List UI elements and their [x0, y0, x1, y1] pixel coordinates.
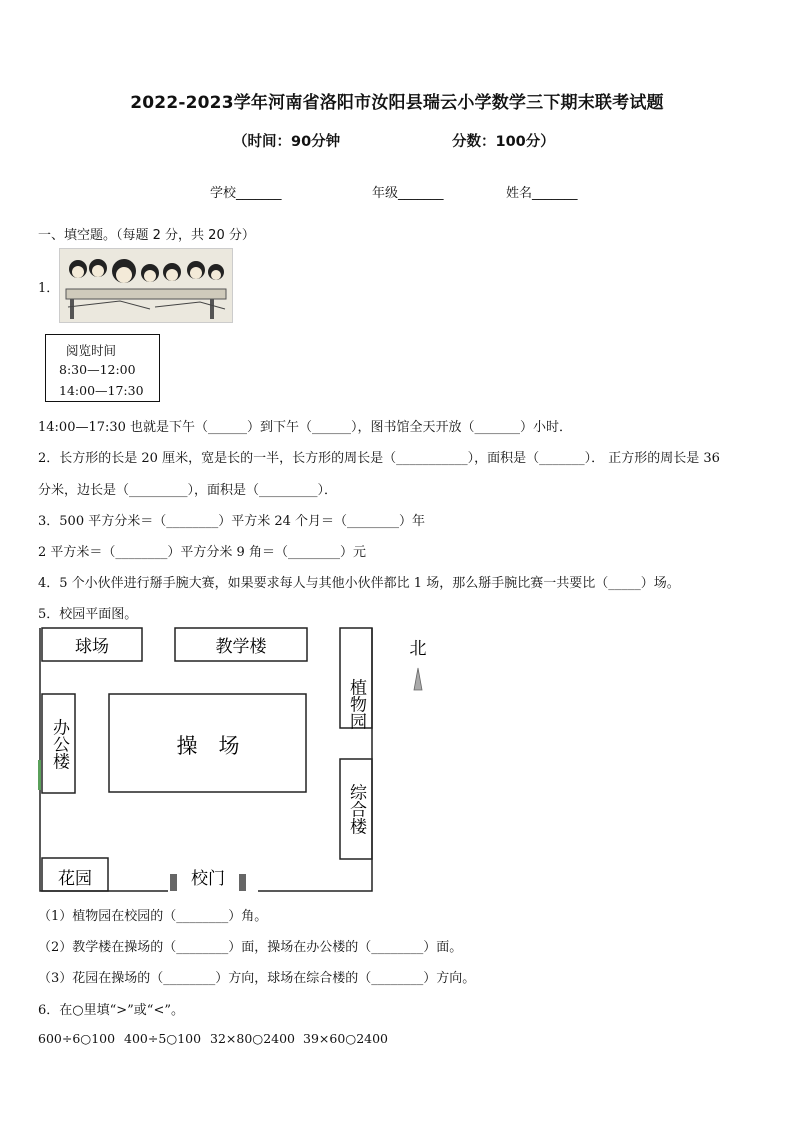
map-ball-court: 球场	[75, 637, 109, 657]
grade-field: 年级_______	[372, 186, 444, 201]
map-playground: 操 场	[176, 734, 240, 758]
q6-expr-4: 39×60○2400	[303, 1031, 389, 1046]
q1-text: 14:00—17:30 也就是下午（______）到下午（______），图书馆全天开放（_______）小时．	[38, 420, 573, 435]
q5-sub2: （2）教学楼在操场的（________）面，操场在办公楼的（________）面。	[38, 940, 463, 955]
q4-text: 4．5 个小伙伴进行掰手腕大赛，如果要求每人与其他小伙伴都比 1 场，那么掰手腕比赛一共要比（_____）场。	[38, 576, 680, 591]
q5-sub1: （1）植物园在校园的（________）角。	[38, 909, 268, 924]
map-school-gate: 校门	[191, 869, 225, 889]
section-heading: 一、填空题。（每题 2 分，共 20 分）	[38, 228, 255, 243]
map-office-building: 办公楼	[49, 718, 69, 770]
q1-number: 1．	[38, 281, 60, 296]
students-reading-image	[59, 248, 233, 323]
map-teaching-building: 教学楼	[215, 637, 267, 657]
q6-expr-3: 32×80○2400	[210, 1031, 296, 1046]
reading-hours-title: 阅览时间	[66, 343, 117, 358]
campus-map	[36, 626, 436, 896]
q5-text: 5．校园平面图。	[38, 607, 138, 622]
q2-line2: 分米，边长是（_________），面积是（_________）．	[38, 483, 338, 498]
q2-line1: 2．长方形的长是 20 厘米，宽是长的一半，长方形的周长是（___________），面积是（_______）． 正方形的周长是 36	[38, 451, 720, 466]
q5-sub3: （3）花园在操场的（________）方向，球场在综合楼的（________）方向。	[38, 971, 476, 986]
reading-hours-afternoon: 14:00—17:30	[59, 383, 144, 398]
q6-expr-2: 400÷5○100	[124, 1031, 202, 1046]
exam-score: 分数：100分）	[452, 134, 555, 150]
map-north-label: 北	[409, 639, 427, 659]
name-field: 姓名_______	[506, 186, 578, 201]
reading-hours-morning: 8:30—12:00	[59, 362, 136, 377]
map-complex-building: 综合楼	[346, 783, 366, 835]
school-field: 学校_______	[210, 186, 282, 201]
page-title: 2022-2023学年河南省洛阳市汝阳县瑞云小学数学三下期末联考试题	[130, 93, 664, 113]
q3-line1: 3．500 平方分米＝（________）平方米 24 个月＝（________）年	[38, 514, 426, 529]
map-botanical-garden: 植物园	[346, 678, 366, 730]
map-garden: 花园	[58, 869, 92, 889]
q6-text: 6．在○里填“>”或“<”。	[38, 1003, 184, 1018]
reading-hours-box	[45, 334, 160, 402]
q6-expr-1: 600÷6○100	[38, 1031, 116, 1046]
q3-line2: 2 平方米＝（________）平方分米 9 角＝（________）元	[38, 545, 366, 560]
exam-time: （时间：90分钟	[233, 134, 341, 150]
